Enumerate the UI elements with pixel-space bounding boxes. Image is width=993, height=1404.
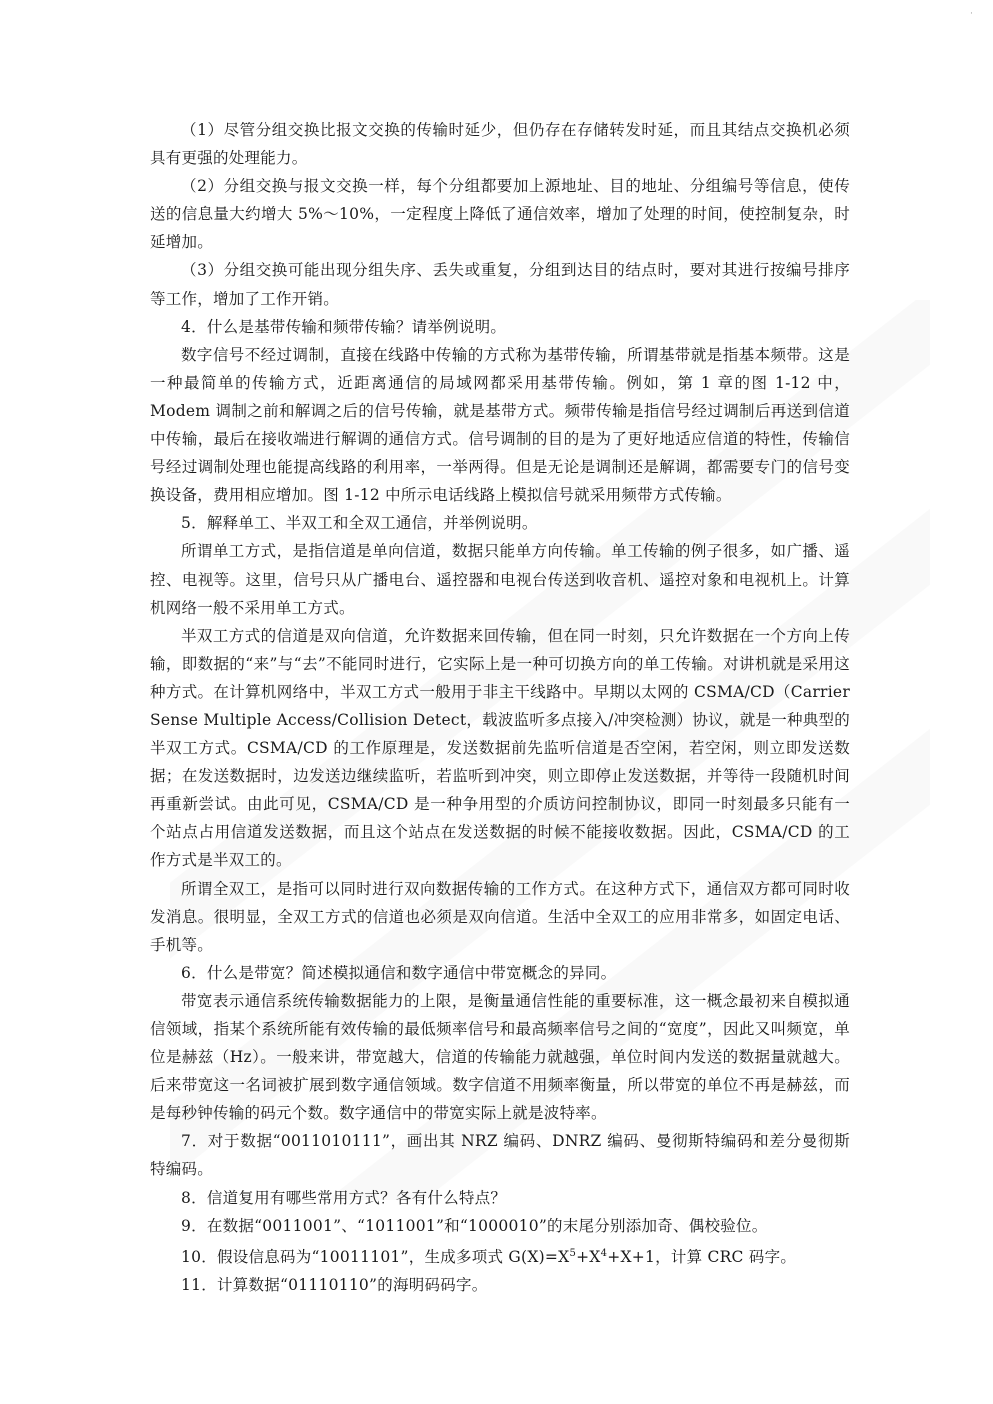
document-body — [150, 116, 850, 1299]
question-8: 8．信道复用有哪些常用方式？各有什么特点？ — [181, 1188, 507, 1207]
answer-6: 带宽表示通信系统传输数据能力的上限，是衡量通信性能的重要标准，这一概念最初来自模拟通信领域，指某个系统所能有效传输的最低频率信号和最高频率信号之间的“宽度”，因此又叫频宽，单位是赫兹（Hz）。一般来讲，带宽越大，信道的传输能力就越强，单位时间内发送的数据量就越大。后来带宽这一名词被扩展到数字通信领域。数字信道不用频率衡量，所以带宽的单位不再是赫兹，而是每秒钟传输的码元个数。数字通信中的带宽实际上就是波特率。 — [150, 991, 850, 1123]
answer-5-simplex: 所谓单工方式，是指信道是单向信道，数据只能单方向传输。单工传输的例子很多，如广播、遥控、电视等。这里，信号只从广播电台、遥控器和电视台传送到收音机、遥控对象和电视机上。计算机网络一般不采用单工方式。 — [150, 542, 850, 617]
question-10 — [150, 1240, 850, 1271]
question-9: 9．在数据“0011001”、“1011001”和“1000010”的末尾分别添加奇、偶校验位。 — [181, 1216, 768, 1235]
paragraph-packet-switching-1: （1）尽管分组交换比报文交换的传输时延少，但仍存在存储转发时延，而且其结点交换机必须具有更强的处理能力。 — [150, 121, 850, 168]
answer-4: 数字信号不经过调制，直接在线路中传输的方式称为基带传输，所谓基带就是指基本频带。这是一种最简单的传输方式，近距离通信的局域网都采用基带传输。例如，第 1 章的图 1-12 中，Modem 调制之前和解调之后的信号传输，就是基带方式。频带传输是指信号经过调制后再送到信道中传输，最后在接收端进行解调的通信方式。信号调制的目的是为了更好地适应信道的特性，传输信号经过调制处理也能提高线路的利用率，一举两得。但是无论是调制还是解调，都需要专门的信号变换设备，费用相应增加。图 1-12 中所示电话线路上模拟信号就采用频带方式传输。 — [150, 345, 850, 505]
answer-5-full-duplex: 所谓全双工，是指可以同时进行双向数据传输的工作方式。在这种方式下，通信双方都可同时收发消息。很明显，全双工方式的信道也必须是双向信道。生活中全双工的应用非常多，如固定电话、手机等。 — [150, 879, 850, 954]
question-10-text-mid: +X — [576, 1247, 601, 1266]
paragraph-packet-switching-2: （2）分组交换与报文交换一样，每个分组都要加上源地址、目的地址、分组编号等信息，使传送的信息量大约增大 5%～10%，一定程度上降低了通信效率，增加了处理的时间，使控制复杂，时延增加。 — [150, 177, 850, 252]
question-10-text-before: 10．假设信息码为“10011101”，生成多项式 G(X)=X — [181, 1247, 570, 1266]
answer-5-half-duplex: 半双工方式的信道是双向信道，允许数据来回传输，但在同一时刻，只允许数据在一个方向上传输，即数据的“来”与“去”不能同时进行，它实际上是一种可切换方向的单工传输。对讲机就是采用这种方式。在计算机网络中，半双工方式一般用于非主干线路中。早期以太网的 CSMA/CD（Carrier Sense Multiple Access/Collision Detect，载波监听多点接入/冲突检测）协议，就是一种典型的半双工方式。CSMA/CD 的工作原理是，发送数据前先监听信道是否空闲，若空闲，则立即发送数据；在发送数据时，边发送边继续监听，若监听到冲突，则立即停止发送数据，并等待一段随机时间再重新尝试。由此可见，CSMA/CD 是一种争用型的介质访问控制协议，即同一时刻最多只能有一个站点占用信道发送数据，而且这个站点在发送数据的时候不能接收数据。因此，CSMA/CD 的工作方式是半双工的。 — [150, 626, 850, 870]
question-10-exponent-4: 4 — [600, 1247, 608, 1259]
paragraph-packet-switching-3: （3）分组交换可能出现分组失序、丢失或重复，分组到达目的结点时，要对其进行按编号排序等工作，增加了工作开销。 — [150, 261, 850, 308]
question-7: 7．对于数据“0011010111”，画出其 NRZ 编码、DNRZ 编码、曼彻斯特编码和差分曼彻斯特编码。 — [150, 1132, 850, 1179]
question-5: 5．解释单工、半双工和全双工通信，并举例说明。 — [181, 514, 538, 533]
question-4: 4．什么是基带传输和频带传输？请举例说明。 — [181, 317, 507, 336]
question-6: 6．什么是带宽？简述模拟通信和数字通信中带宽概念的异同。 — [181, 963, 617, 982]
question-11: 11．计算数据“01110110”的海明码码字。 — [181, 1276, 488, 1294]
page-corner-mark: · — [970, 9, 973, 19]
question-10-exponent-5: 5 — [569, 1247, 577, 1259]
question-10-text-after: +X+1，计算 CRC 码字。 — [607, 1247, 797, 1266]
